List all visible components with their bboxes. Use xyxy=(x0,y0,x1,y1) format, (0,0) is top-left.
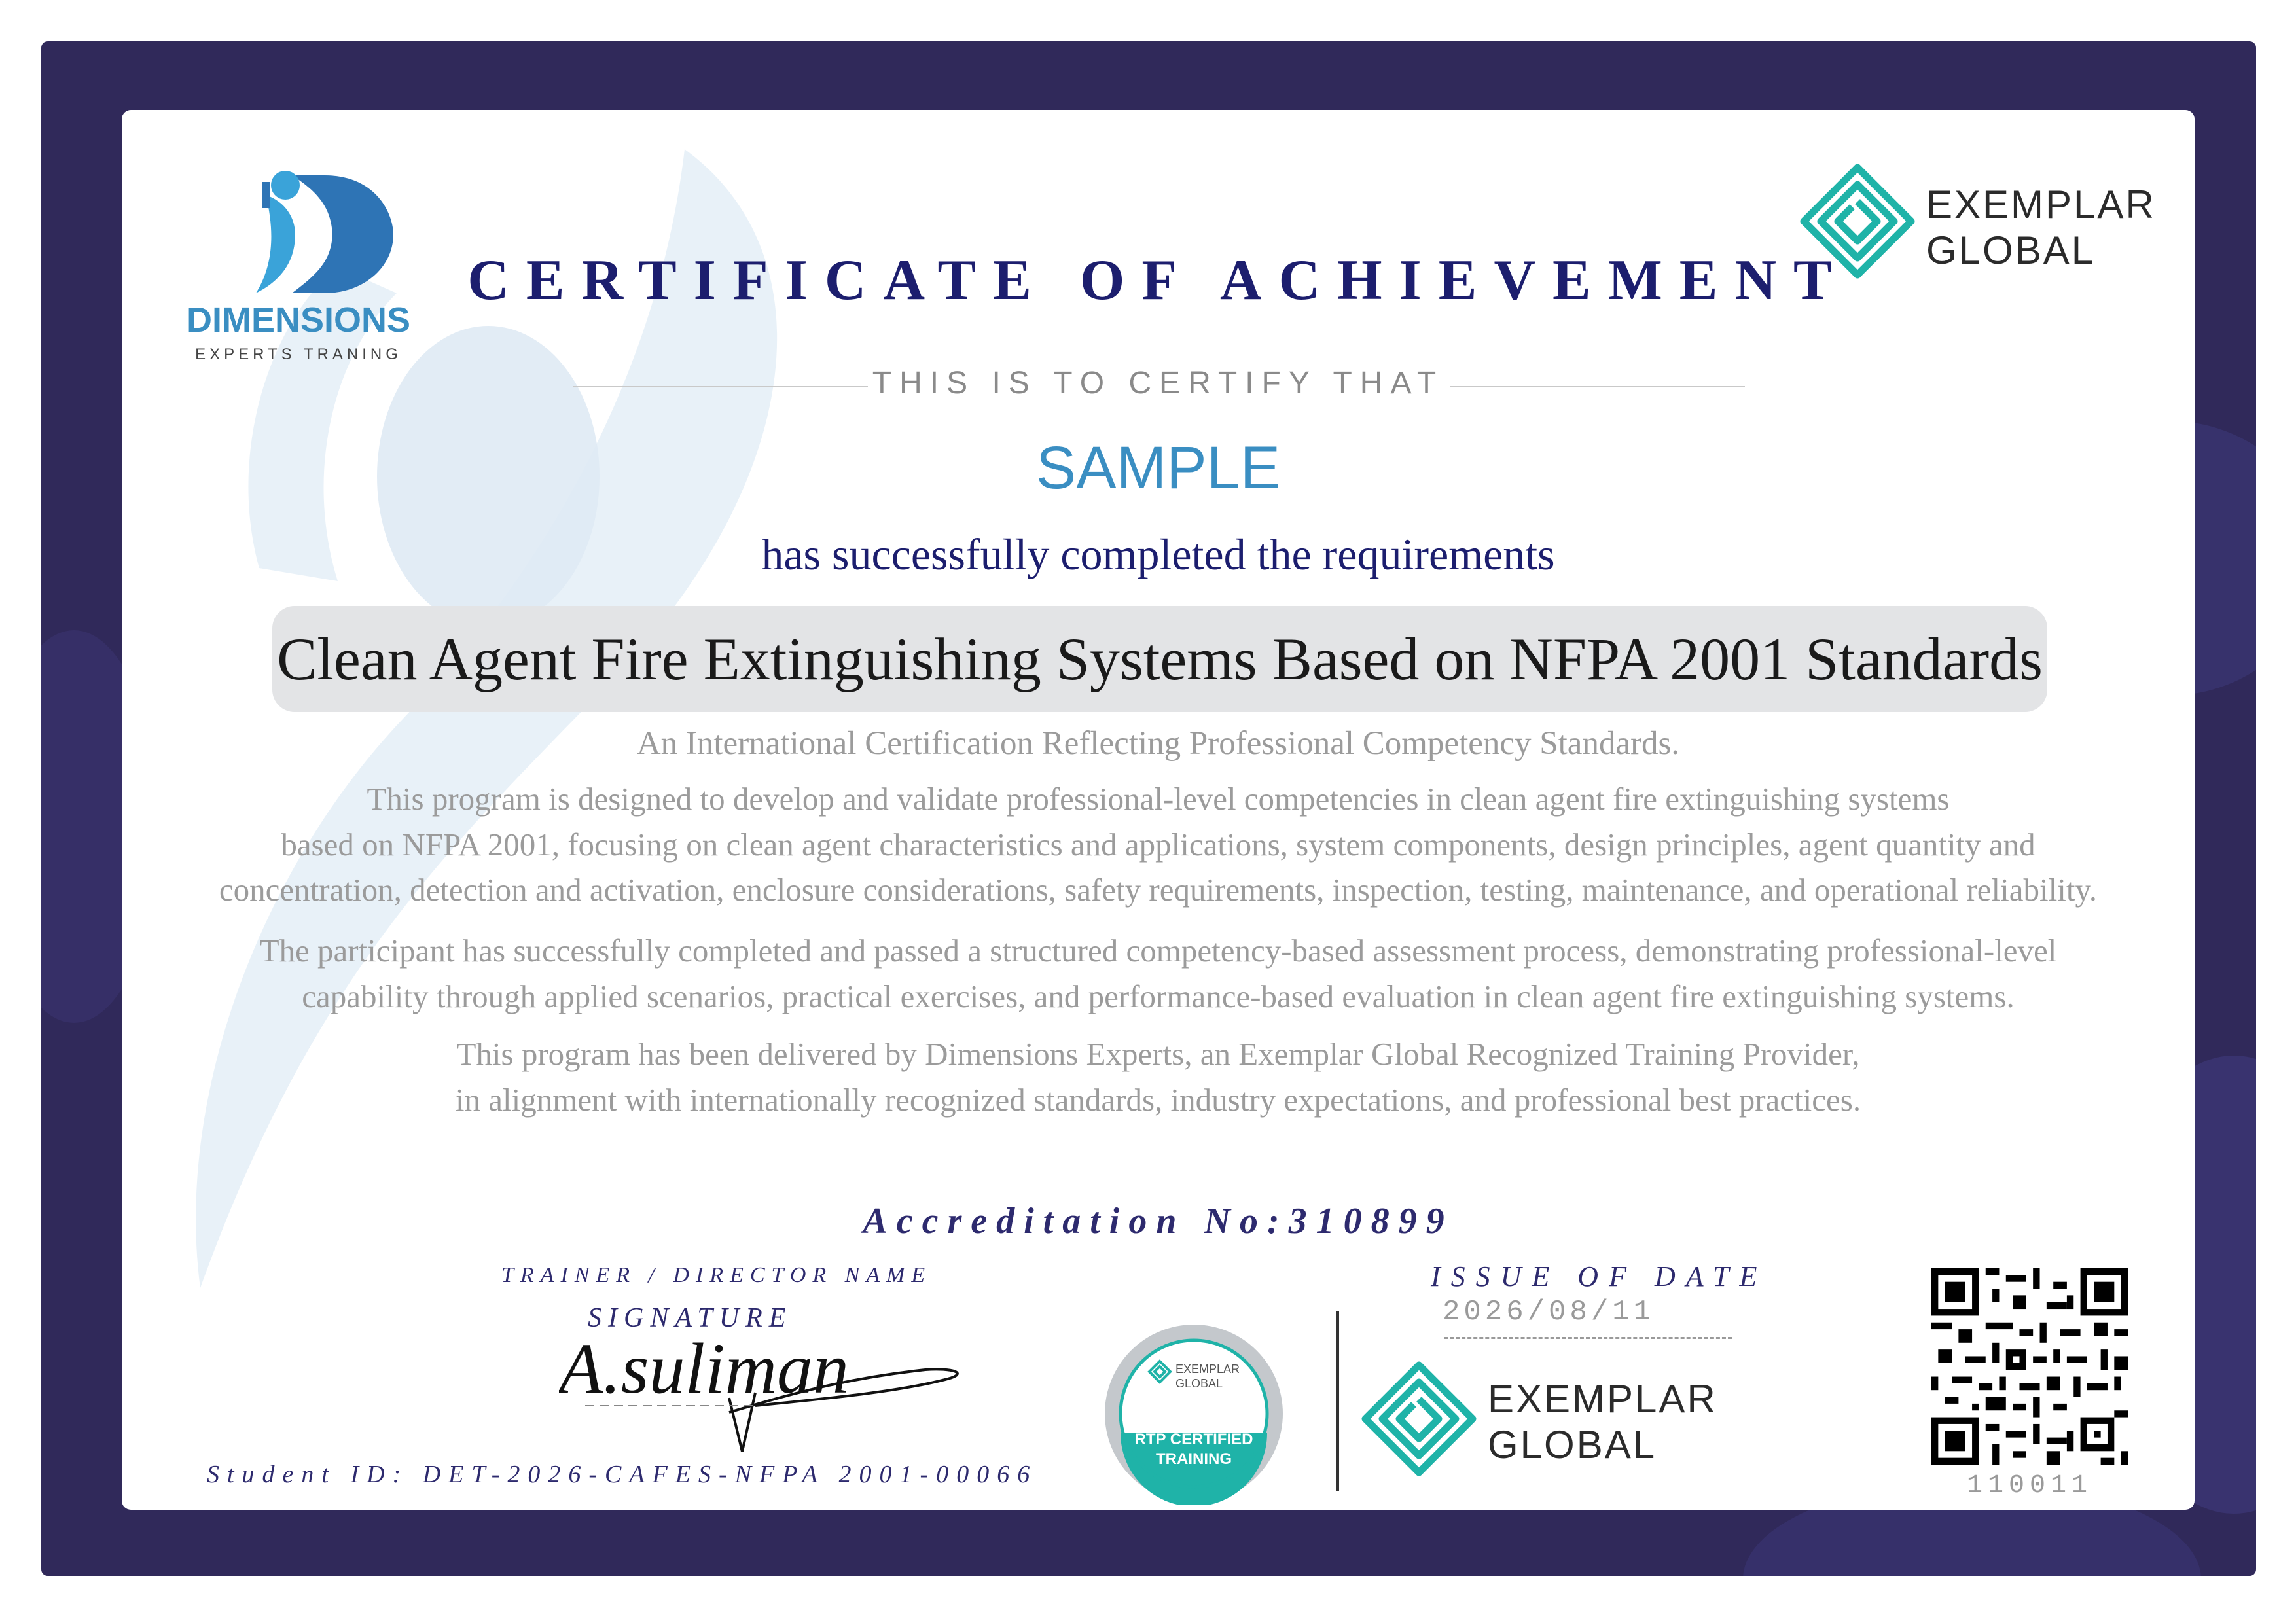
exemplar-line2: GLOBAL xyxy=(1926,228,2096,272)
issue-date-underline xyxy=(1444,1337,1732,1339)
certificate-title: CERTIFICATE OF ACHIEVEMENT xyxy=(467,249,1849,312)
course-title: Clean Agent Fire Extinguishing Systems Based on NFPA 2001 Standards xyxy=(277,626,2043,692)
issue-date-label: ISSUE OF DATE xyxy=(1431,1260,1768,1293)
completed-text: has successfully completed the requirements xyxy=(761,529,1555,579)
description-line: This program has been delivered by Dimensions Experts, an Exemplar Global Recognized Training Provider, xyxy=(456,1036,1860,1072)
vertical-separator xyxy=(1336,1311,1339,1491)
issue-date-value: 2026/08/11 xyxy=(1443,1296,1655,1329)
certificate-card xyxy=(122,110,2195,1510)
qr-code xyxy=(1931,1268,2128,1465)
description-line: capability through applied scenarios, practical exercises, and performance-based evaluation in clean agent fire extinguishing systems. xyxy=(302,978,2015,1014)
badge-ribbon-line1: RTP CERTIFIED xyxy=(1134,1431,1253,1448)
description-paragraph-1 xyxy=(122,776,2195,913)
badge-ribbon-line2: TRAINING xyxy=(1156,1450,1232,1468)
rtp-certified-badge xyxy=(1102,1322,1285,1505)
exemplar-line1: EXEMPLAR xyxy=(1926,183,2156,226)
certify-line: THIS IS TO CERTIFY THAT xyxy=(872,366,1444,401)
exemplar-bottom-line2: GLOBAL xyxy=(1488,1423,1657,1467)
qr-number: 110011 xyxy=(1966,1471,2093,1501)
exemplar-bottom-line1: EXEMPLAR xyxy=(1488,1377,1717,1421)
description-subtitle: An International Certification Reflecting Professional Competency Standards. xyxy=(636,725,1680,762)
recipient-name: SAMPLE xyxy=(1035,435,1281,501)
description-paragraph-2 xyxy=(122,928,2195,1019)
dimensions-tagline: EXPERTS TRANING xyxy=(195,346,402,363)
description-line: This program is designed to develop and validate professional-level competencies in clean agent fire extinguishing systems xyxy=(367,781,1950,817)
signature-image xyxy=(559,1314,1030,1478)
description-line: based on NFPA 2001, focusing on clean agent characteristics and applications, system components, design principles, agent quantity and xyxy=(281,826,2036,863)
exemplar-global-logo-bottom xyxy=(1360,1360,1733,1478)
badge-brand-line2: GLOBAL xyxy=(1175,1377,1223,1390)
description-line: The participant has successfully completed and passed a structured competency-based assessment process, demonstrating professional-level xyxy=(259,933,2057,969)
dimensions-name: DIMENSIONS xyxy=(186,300,411,340)
trainer-label: TRAINER / DIRECTOR NAME xyxy=(501,1263,932,1287)
student-id: Student ID: DET-2026-CAFES-NFPA 2001-00066 xyxy=(207,1461,1038,1488)
description-line: in alignment with internationally recognized standards, industry expectations, and professional best practices. xyxy=(455,1081,1861,1118)
exemplar-diamond-icon xyxy=(1360,1360,1478,1478)
badge-brand-line1: EXEMPLAR xyxy=(1175,1363,1240,1376)
description-paragraph-3 xyxy=(122,1031,2195,1122)
signature-label: SIGNATURE xyxy=(588,1303,793,1333)
description-line: concentration, detection and activation, enclosure considerations, safety requirements, inspection, testing, maintenance, and operational reliability. xyxy=(219,872,2098,908)
accreditation-number: Accreditation No:310899 xyxy=(863,1201,1454,1241)
signature-handwriting: A.suliman xyxy=(559,1329,850,1408)
